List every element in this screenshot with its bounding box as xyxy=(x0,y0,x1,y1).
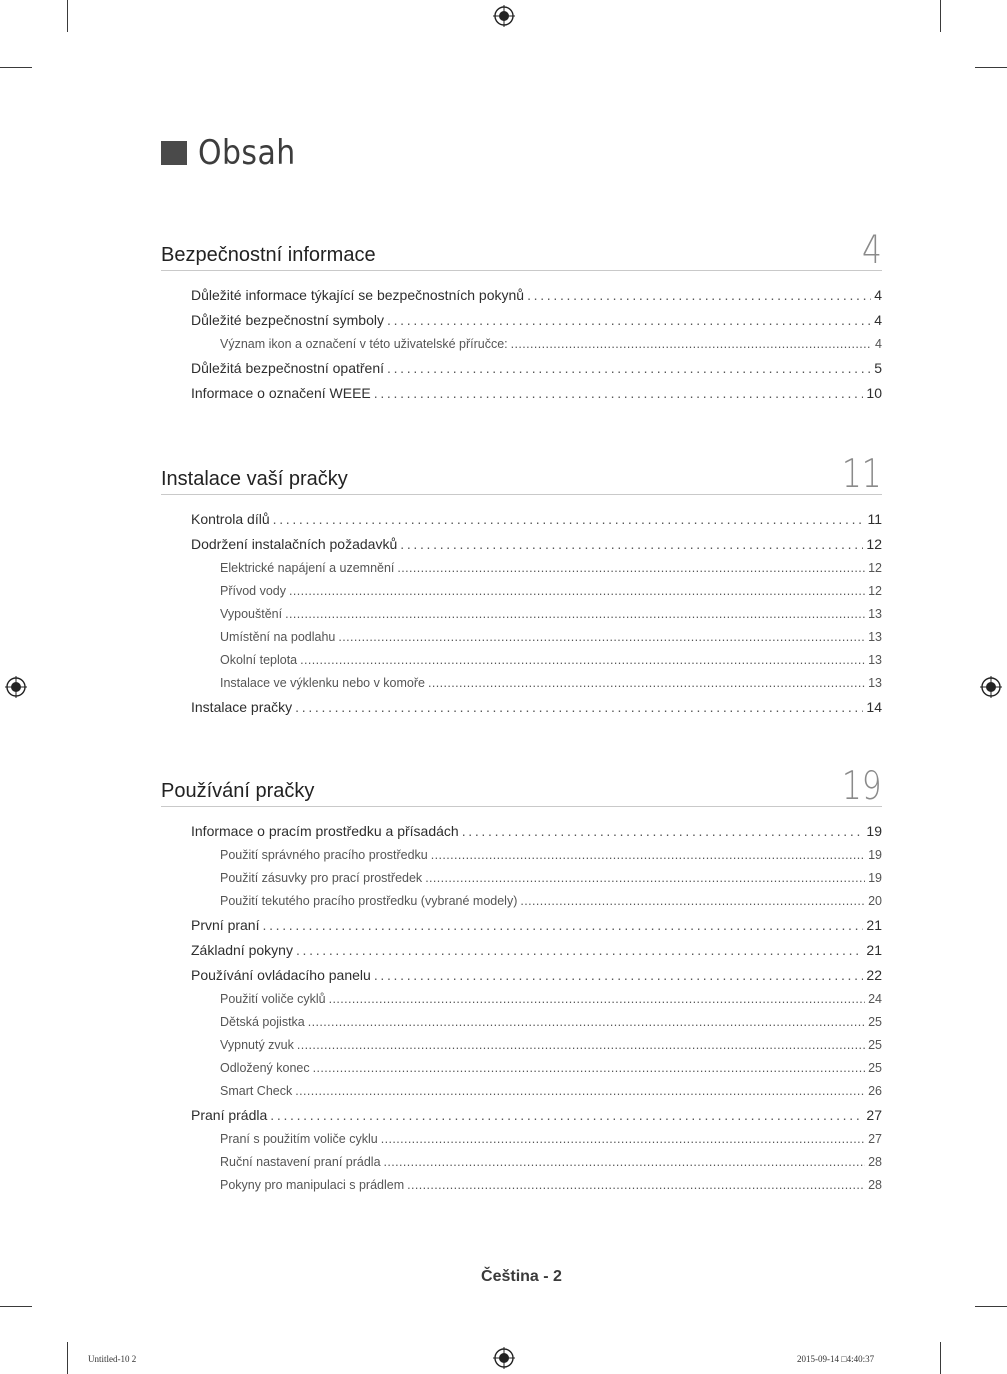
leader-dots xyxy=(381,1128,865,1151)
leader-dots xyxy=(338,626,865,649)
crop-mark xyxy=(940,1342,941,1374)
toc-entry-page: 28 xyxy=(868,1178,882,1192)
toc-entry-label: Význam ikon a označení v této uživatelské příručce: xyxy=(220,337,508,351)
toc-entry-label: Okolní teplota xyxy=(220,653,298,667)
toc-entry-page: 25 xyxy=(868,1015,882,1029)
registration-mark-icon xyxy=(5,676,27,698)
toc-entry-page: 11 xyxy=(867,511,882,527)
toc-entry-page: 25 xyxy=(868,1038,882,1052)
toc-entry-label: Dětská pojistka xyxy=(220,1015,305,1029)
toc-entry-page: 20 xyxy=(868,894,882,908)
leader-dots xyxy=(329,988,865,1011)
section-title: Instalace vaší pračky xyxy=(161,468,348,490)
toc-entry-page: 10 xyxy=(866,385,882,401)
toc-entry[interactable] xyxy=(191,938,882,963)
toc-entries xyxy=(161,507,882,720)
toc-entry-page: 12 xyxy=(868,584,882,598)
toc-subentry[interactable] xyxy=(220,1174,882,1197)
toc-entry-page: 21 xyxy=(866,942,882,958)
section-header xyxy=(161,762,882,807)
toc-entry-page: 25 xyxy=(868,1061,882,1075)
toc-subentry[interactable] xyxy=(220,1128,882,1151)
registration-mark-icon xyxy=(493,1347,515,1369)
toc-entry-label: Pokyny pro manipulaci s prádlem xyxy=(220,1178,405,1192)
toc-entry-label: Dodržení instalačních požadavků xyxy=(191,536,398,552)
toc-entry-page: 21 xyxy=(866,917,882,933)
toc-section xyxy=(161,226,882,406)
toc-entry-label: Informace o pracím prostředku a přísadách xyxy=(191,823,459,839)
leader-dots xyxy=(270,1103,863,1128)
leader-dots xyxy=(308,1011,865,1034)
leader-dots xyxy=(397,557,865,580)
toc-entry-page: 4 xyxy=(875,337,882,351)
toc-entry[interactable] xyxy=(191,381,882,406)
toc-entry-page: 26 xyxy=(868,1084,882,1098)
toc-entry[interactable] xyxy=(191,1103,882,1128)
toc-entry-label: První praní xyxy=(191,917,260,933)
toc-entry-label: Umístění na podlahu xyxy=(220,630,336,644)
section-header xyxy=(161,226,882,271)
title-square-icon xyxy=(161,141,187,165)
toc-entry-page: 27 xyxy=(868,1132,882,1146)
leader-dots xyxy=(400,532,863,557)
leader-dots xyxy=(300,649,865,672)
toc-subentry[interactable] xyxy=(220,580,882,603)
toc-subentry[interactable] xyxy=(220,603,882,626)
toc-entry-label: Informace o označení WEEE xyxy=(191,385,371,401)
toc-entry[interactable] xyxy=(191,532,882,557)
toc-subentry[interactable] xyxy=(220,1151,882,1174)
page-title-text: Obsah xyxy=(198,133,296,173)
toc-entry[interactable] xyxy=(191,913,882,938)
toc-subentry[interactable] xyxy=(220,626,882,649)
toc-entry-page: 5 xyxy=(874,360,882,376)
leader-dots xyxy=(384,1151,866,1174)
crop-mark xyxy=(67,0,68,32)
section-page-number: 11 xyxy=(842,452,882,497)
toc-section xyxy=(161,450,882,720)
toc-entry-page: 27 xyxy=(866,1107,882,1123)
toc-subentry[interactable] xyxy=(220,1080,882,1103)
toc-entry[interactable] xyxy=(191,695,882,720)
toc-entry-page: 13 xyxy=(868,607,882,621)
toc-subentry[interactable] xyxy=(220,1057,882,1080)
toc-subentry[interactable] xyxy=(220,672,882,695)
toc-subentry[interactable] xyxy=(220,1011,882,1034)
leader-dots xyxy=(431,844,865,867)
toc-entry[interactable] xyxy=(191,963,882,988)
leader-dots xyxy=(407,1174,865,1197)
toc-entry-label: Instalace ve výklenku nebo v komoře xyxy=(220,676,425,690)
toc-entry[interactable] xyxy=(191,819,882,844)
toc-subentry[interactable] xyxy=(220,844,882,867)
leader-dots xyxy=(273,507,865,532)
toc-entry-label: Praní s použitím voliče cyklu xyxy=(220,1132,378,1146)
leader-dots xyxy=(297,1034,865,1057)
leader-dots xyxy=(374,381,864,406)
toc-subentry[interactable] xyxy=(220,557,882,580)
toc-entry-label: Kontrola dílů xyxy=(191,511,270,527)
toc-entry-page: 24 xyxy=(868,992,882,1006)
toc-subentry[interactable] xyxy=(220,988,882,1011)
toc-entry[interactable] xyxy=(191,283,882,308)
toc-entry[interactable] xyxy=(191,356,882,381)
section-title: Používání pračky xyxy=(161,780,315,802)
toc-entries xyxy=(161,819,882,1197)
toc-entry-label: Přívod vody xyxy=(220,584,287,598)
toc-subentry[interactable] xyxy=(220,1034,882,1057)
toc-entry-label: Používání ovládacího panelu xyxy=(191,967,371,983)
print-timestamp: 2015-09-14 □4:40:37 xyxy=(797,1354,875,1364)
toc-entry-page: 19 xyxy=(868,871,882,885)
toc-entries xyxy=(161,283,882,406)
section-page-number: 4 xyxy=(862,228,882,273)
toc-entry-label: Důležitá bezpečnostní opatření xyxy=(191,360,385,376)
toc-subentry[interactable] xyxy=(220,333,882,356)
toc-subentry[interactable] xyxy=(220,649,882,672)
leader-dots xyxy=(428,672,865,695)
toc-entry-label: Smart Check xyxy=(220,1084,293,1098)
page-footer: Čeština - 2 xyxy=(481,1268,562,1285)
toc-entry-label: Instalace pračky xyxy=(191,699,293,715)
toc-entry-page: 14 xyxy=(866,699,882,715)
leader-dots xyxy=(285,603,865,626)
toc-entry-label: Vypnutý zvuk xyxy=(220,1038,294,1052)
toc-entry-page: 13 xyxy=(868,653,882,667)
leader-dots xyxy=(295,695,863,720)
crop-mark xyxy=(0,67,32,68)
toc-entry-page: 13 xyxy=(868,676,882,690)
page-title xyxy=(161,128,309,178)
toc-entry-page: 12 xyxy=(868,561,882,575)
leader-dots xyxy=(289,580,865,603)
leader-dots xyxy=(262,913,863,938)
crop-mark xyxy=(975,1306,1007,1307)
leader-dots xyxy=(313,1057,865,1080)
toc-entry-page: 19 xyxy=(866,823,882,839)
toc-entry-label: Použití správného pracího prostředku xyxy=(220,848,428,862)
toc-entry-label: Odložený konec xyxy=(220,1061,310,1075)
toc-entry[interactable] xyxy=(191,507,882,532)
toc-entry-page: 19 xyxy=(868,848,882,862)
toc-entry-page: 4 xyxy=(874,312,882,328)
leader-dots xyxy=(520,890,865,913)
toc-entry-label: Použití voliče cyklů xyxy=(220,992,326,1006)
toc-entry-label: Praní prádla xyxy=(191,1107,268,1123)
leader-dots xyxy=(387,356,871,381)
crop-mark xyxy=(940,0,941,32)
leader-dots xyxy=(374,963,864,988)
toc-entry-page: 13 xyxy=(868,630,882,644)
toc-entry-label: Vypouštění xyxy=(220,607,283,621)
crop-mark xyxy=(975,67,1007,68)
section-header xyxy=(161,450,882,495)
leader-dots xyxy=(425,867,865,890)
leader-dots xyxy=(387,308,871,333)
registration-mark-icon xyxy=(493,5,515,27)
section-title: Bezpečnostní informace xyxy=(161,244,376,266)
crop-mark xyxy=(67,1342,68,1374)
crop-mark xyxy=(0,1306,32,1307)
leader-dots xyxy=(511,333,872,356)
toc-subentry[interactable] xyxy=(220,867,882,890)
toc-entry-label: Základní pokyny xyxy=(191,942,293,958)
toc-entry-label: Elektrické napájení a uzemnění xyxy=(220,561,395,575)
leader-dots xyxy=(527,283,871,308)
toc-entry-page: 28 xyxy=(868,1155,882,1169)
toc-entry-page: 12 xyxy=(866,536,882,552)
toc-entry-label: Použití zásuvky pro prací prostředek xyxy=(220,871,423,885)
toc-entry-label: Důležité informace týkající se bezpečnostních pokynů xyxy=(191,287,525,303)
toc-entry[interactable] xyxy=(191,308,882,333)
section-page-number: 19 xyxy=(842,764,882,809)
leader-dots xyxy=(296,938,863,963)
toc-entry-page: 22 xyxy=(866,967,882,983)
toc-entry-label: Použití tekutého pracího prostředku (vybrané modely) xyxy=(220,894,518,908)
toc-subentry[interactable] xyxy=(220,890,882,913)
toc-section xyxy=(161,762,882,1197)
toc-entry-label: Důležité bezpečnostní symboly xyxy=(191,312,384,328)
leader-dots xyxy=(462,819,864,844)
print-file-label: Untitled-10 2 xyxy=(88,1354,137,1364)
registration-mark-icon xyxy=(980,676,1002,698)
toc-entry-label: Ruční nastavení praní prádla xyxy=(220,1155,381,1169)
leader-dots xyxy=(295,1080,865,1103)
toc-entry-page: 4 xyxy=(874,287,882,303)
